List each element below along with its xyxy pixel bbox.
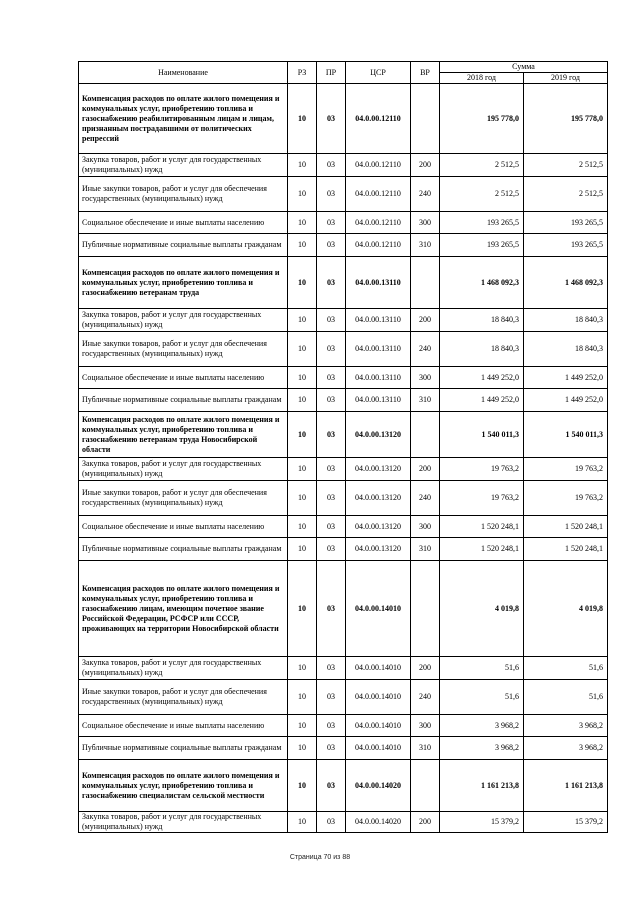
- cell-rz: 10: [288, 177, 317, 212]
- cell-rz: 10: [288, 680, 317, 715]
- cell-rz: 10: [288, 332, 317, 367]
- cell-2019: 3 968,2: [524, 737, 608, 760]
- cell-2019: 18 840,3: [524, 332, 608, 367]
- cell-csr: 04.0.00.14010: [346, 680, 411, 715]
- cell-rz: 10: [288, 715, 317, 737]
- cell-name: Компенсация расходов по оплате жилого помещения и коммунальных услуг, приобретению топлива и газоснабжению лицам, имеющим почетное звание Российской Федерации, РСФСР или СССР, проживающих на территории Новосибирской области: [79, 561, 288, 657]
- cell-name: Закупка товаров, работ и услуг для государственных (муниципальных) нужд: [79, 812, 288, 833]
- cell-2018: 1 449 252,0: [440, 389, 524, 412]
- table-row: [79, 538, 608, 561]
- cell-2019: 193 265,5: [524, 212, 608, 234]
- cell-2019: 2 512,5: [524, 177, 608, 212]
- cell-name: Социальное обеспечение и иные выплаты населению: [79, 367, 288, 389]
- table-row: [79, 516, 608, 538]
- cell-csr: 04.0.00.14020: [346, 760, 411, 812]
- table-row: [79, 154, 608, 177]
- cell-rz: 10: [288, 481, 317, 516]
- cell-name: Публичные нормативные социальные выплаты гражданам: [79, 538, 288, 561]
- cell-csr: 04.0.00.13110: [346, 309, 411, 332]
- cell-rz: 10: [288, 812, 317, 833]
- cell-2018: 51,6: [440, 657, 524, 680]
- cell-vr: 240: [411, 177, 440, 212]
- cell-2018: 1 449 252,0: [440, 367, 524, 389]
- cell-2018: 1 520 248,1: [440, 516, 524, 538]
- cell-2019: 51,6: [524, 657, 608, 680]
- cell-vr: [411, 257, 440, 309]
- cell-name: Социальное обеспечение и иные выплаты населению: [79, 516, 288, 538]
- cell-name: Иные закупки товаров, работ и услуг для обеспечения государственных (муниципальных) нужд: [79, 332, 288, 367]
- cell-pr: 03: [317, 367, 346, 389]
- table-row-section: [79, 412, 608, 458]
- table-row: [79, 737, 608, 760]
- cell-pr: 03: [317, 412, 346, 458]
- table-row: [79, 389, 608, 412]
- cell-name: Иные закупки товаров, работ и услуг для обеспечения государственных (муниципальных) нужд: [79, 177, 288, 212]
- cell-vr: 300: [411, 715, 440, 737]
- cell-csr: 04.0.00.12110: [346, 212, 411, 234]
- cell-2018: 193 265,5: [440, 234, 524, 257]
- table-row-section: [79, 257, 608, 309]
- cell-csr: 04.0.00.14010: [346, 561, 411, 657]
- budget-table-container: [78, 61, 607, 833]
- cell-vr: 300: [411, 516, 440, 538]
- cell-name: Социальное обеспечение и иные выплаты населению: [79, 212, 288, 234]
- cell-2018: 1 468 092,3: [440, 257, 524, 309]
- cell-2018: 3 968,2: [440, 737, 524, 760]
- cell-vr: 200: [411, 812, 440, 833]
- cell-csr: 04.0.00.13120: [346, 458, 411, 481]
- cell-csr: 04.0.00.13120: [346, 538, 411, 561]
- table-row: [79, 715, 608, 737]
- cell-pr: 03: [317, 680, 346, 715]
- cell-2018: 2 512,5: [440, 177, 524, 212]
- cell-2018: 1 161 213,8: [440, 760, 524, 812]
- cell-vr: 310: [411, 737, 440, 760]
- cell-2018: 1 540 011,3: [440, 412, 524, 458]
- cell-name: Закупка товаров, работ и услуг для государственных (муниципальных) нужд: [79, 154, 288, 177]
- cell-name: Иные закупки товаров, работ и услуг для обеспечения государственных (муниципальных) нужд: [79, 481, 288, 516]
- table-row: [79, 458, 608, 481]
- cell-2019: 3 968,2: [524, 715, 608, 737]
- table-body: [79, 84, 608, 833]
- cell-2019: 1 520 248,1: [524, 538, 608, 561]
- cell-pr: 03: [317, 177, 346, 212]
- cell-name: Закупка товаров, работ и услуг для государственных (муниципальных) нужд: [79, 309, 288, 332]
- table-row: [79, 234, 608, 257]
- cell-vr: 300: [411, 212, 440, 234]
- cell-pr: 03: [317, 561, 346, 657]
- cell-2018: 15 379,2: [440, 812, 524, 833]
- cell-vr: [411, 84, 440, 154]
- cell-csr: 04.0.00.13120: [346, 516, 411, 538]
- cell-pr: 03: [317, 332, 346, 367]
- table-row: [79, 177, 608, 212]
- cell-2019: 2 512,5: [524, 154, 608, 177]
- cell-rz: 10: [288, 561, 317, 657]
- cell-2018: 19 763,2: [440, 481, 524, 516]
- cell-2018: 3 968,2: [440, 715, 524, 737]
- table-row: [79, 212, 608, 234]
- cell-name: Социальное обеспечение и иные выплаты населению: [79, 715, 288, 737]
- cell-name: Компенсация расходов по оплате жилого помещения и коммунальных услуг, приобретению топлива и газоснабжению ветеранам труда: [79, 257, 288, 309]
- cell-pr: 03: [317, 657, 346, 680]
- header-2018: 2018 год: [440, 73, 524, 84]
- header-sum: Сумма: [440, 62, 608, 73]
- cell-2018: 193 265,5: [440, 212, 524, 234]
- cell-rz: 10: [288, 412, 317, 458]
- cell-2018: 1 520 248,1: [440, 538, 524, 561]
- cell-2019: 18 840,3: [524, 309, 608, 332]
- cell-pr: 03: [317, 538, 346, 561]
- cell-2018: 19 763,2: [440, 458, 524, 481]
- cell-2019: 1 520 248,1: [524, 516, 608, 538]
- cell-pr: 03: [317, 309, 346, 332]
- cell-2019: 51,6: [524, 680, 608, 715]
- cell-name: Закупка товаров, работ и услуг для государственных (муниципальных) нужд: [79, 657, 288, 680]
- table-row: [79, 812, 608, 833]
- cell-pr: 03: [317, 516, 346, 538]
- cell-csr: 04.0.00.13120: [346, 481, 411, 516]
- cell-vr: 200: [411, 657, 440, 680]
- header-rz: РЗ: [288, 62, 317, 84]
- cell-pr: 03: [317, 737, 346, 760]
- table-row: [79, 481, 608, 516]
- cell-2019: 19 763,2: [524, 481, 608, 516]
- cell-vr: 240: [411, 680, 440, 715]
- cell-rz: 10: [288, 737, 317, 760]
- cell-pr: 03: [317, 234, 346, 257]
- cell-csr: 04.0.00.12110: [346, 154, 411, 177]
- cell-vr: 200: [411, 154, 440, 177]
- cell-pr: 03: [317, 212, 346, 234]
- cell-pr: 03: [317, 760, 346, 812]
- page-number: Страница 70 из 88: [289, 854, 351, 861]
- header-2019: 2019 год: [524, 73, 608, 84]
- cell-vr: 310: [411, 234, 440, 257]
- cell-pr: 03: [317, 458, 346, 481]
- table-row: [79, 680, 608, 715]
- table-row-section: [79, 84, 608, 154]
- header-pr: ПР: [317, 62, 346, 84]
- cell-name: Публичные нормативные социальные выплаты гражданам: [79, 737, 288, 760]
- cell-vr: [411, 760, 440, 812]
- cell-2018: 18 840,3: [440, 309, 524, 332]
- cell-2018: 4 019,8: [440, 561, 524, 657]
- cell-rz: 10: [288, 309, 317, 332]
- cell-csr: 04.0.00.12110: [346, 84, 411, 154]
- cell-2018: 2 512,5: [440, 154, 524, 177]
- cell-vr: [411, 561, 440, 657]
- cell-vr: 240: [411, 481, 440, 516]
- cell-rz: 10: [288, 234, 317, 257]
- cell-csr: 04.0.00.13120: [346, 412, 411, 458]
- cell-rz: 10: [288, 516, 317, 538]
- cell-rz: 10: [288, 657, 317, 680]
- cell-rz: 10: [288, 367, 317, 389]
- cell-rz: 10: [288, 760, 317, 812]
- cell-2019: 1 449 252,0: [524, 389, 608, 412]
- header-name: Наименование: [79, 62, 288, 84]
- table-row: [79, 367, 608, 389]
- cell-vr: 300: [411, 367, 440, 389]
- table-row-section: [79, 760, 608, 812]
- cell-rz: 10: [288, 538, 317, 561]
- cell-csr: 04.0.00.13110: [346, 389, 411, 412]
- cell-rz: 10: [288, 154, 317, 177]
- cell-pr: 03: [317, 257, 346, 309]
- cell-pr: 03: [317, 715, 346, 737]
- cell-name: Иные закупки товаров, работ и услуг для обеспечения государственных (муниципальных) нужд: [79, 680, 288, 715]
- header-vr: ВР: [411, 62, 440, 84]
- cell-rz: 10: [288, 84, 317, 154]
- cell-name: Публичные нормативные социальные выплаты гражданам: [79, 389, 288, 412]
- cell-csr: 04.0.00.13110: [346, 257, 411, 309]
- cell-name: Закупка товаров, работ и услуг для государственных (муниципальных) нужд: [79, 458, 288, 481]
- cell-rz: 10: [288, 212, 317, 234]
- table-row-section: [79, 561, 608, 657]
- cell-rz: 10: [288, 458, 317, 481]
- cell-csr: 04.0.00.12110: [346, 177, 411, 212]
- cell-pr: 03: [317, 389, 346, 412]
- cell-2019: 19 763,2: [524, 458, 608, 481]
- cell-2019: 1 540 011,3: [524, 412, 608, 458]
- cell-rz: 10: [288, 257, 317, 309]
- cell-2018: 51,6: [440, 680, 524, 715]
- cell-csr: 04.0.00.14020: [346, 812, 411, 833]
- cell-name: Компенсация расходов по оплате жилого помещения и коммунальных услуг, приобретению топлива и газоснабжению специалистам сельской местности: [79, 760, 288, 812]
- cell-csr: 04.0.00.12110: [346, 234, 411, 257]
- cell-vr: 310: [411, 538, 440, 561]
- cell-2019: 15 379,2: [524, 812, 608, 833]
- cell-name: Публичные нормативные социальные выплаты гражданам: [79, 234, 288, 257]
- cell-name: Компенсация расходов по оплате жилого помещения и коммунальных услуг, приобретению топлива и газоснабжению реабилитированным лицам и лицам, признанным пострадавшими от политических репрессий: [79, 84, 288, 154]
- cell-2018: 195 778,0: [440, 84, 524, 154]
- cell-pr: 03: [317, 481, 346, 516]
- cell-pr: 03: [317, 154, 346, 177]
- cell-rz: 10: [288, 389, 317, 412]
- cell-vr: 200: [411, 309, 440, 332]
- cell-csr: 04.0.00.14010: [346, 737, 411, 760]
- cell-name: Компенсация расходов по оплате жилого помещения и коммунальных услуг, приобретению топлива и газоснабжению ветеранам труда Новосибирской области: [79, 412, 288, 458]
- cell-csr: 04.0.00.14010: [346, 657, 411, 680]
- cell-pr: 03: [317, 812, 346, 833]
- table-row: [79, 332, 608, 367]
- table-row: [79, 657, 608, 680]
- cell-vr: [411, 412, 440, 458]
- cell-2018: 18 840,3: [440, 332, 524, 367]
- budget-table: [78, 61, 608, 833]
- cell-csr: 04.0.00.13110: [346, 332, 411, 367]
- cell-2019: 4 019,8: [524, 561, 608, 657]
- cell-csr: 04.0.00.14010: [346, 715, 411, 737]
- cell-2019: 193 265,5: [524, 234, 608, 257]
- cell-vr: 200: [411, 458, 440, 481]
- header-csr: ЦСР: [346, 62, 411, 84]
- cell-2019: 195 778,0: [524, 84, 608, 154]
- cell-pr: 03: [317, 84, 346, 154]
- cell-2019: 1 449 252,0: [524, 367, 608, 389]
- cell-2019: 1 468 092,3: [524, 257, 608, 309]
- table-row: [79, 309, 608, 332]
- cell-2019: 1 161 213,8: [524, 760, 608, 812]
- cell-vr: 310: [411, 389, 440, 412]
- cell-csr: 04.0.00.13110: [346, 367, 411, 389]
- cell-vr: 240: [411, 332, 440, 367]
